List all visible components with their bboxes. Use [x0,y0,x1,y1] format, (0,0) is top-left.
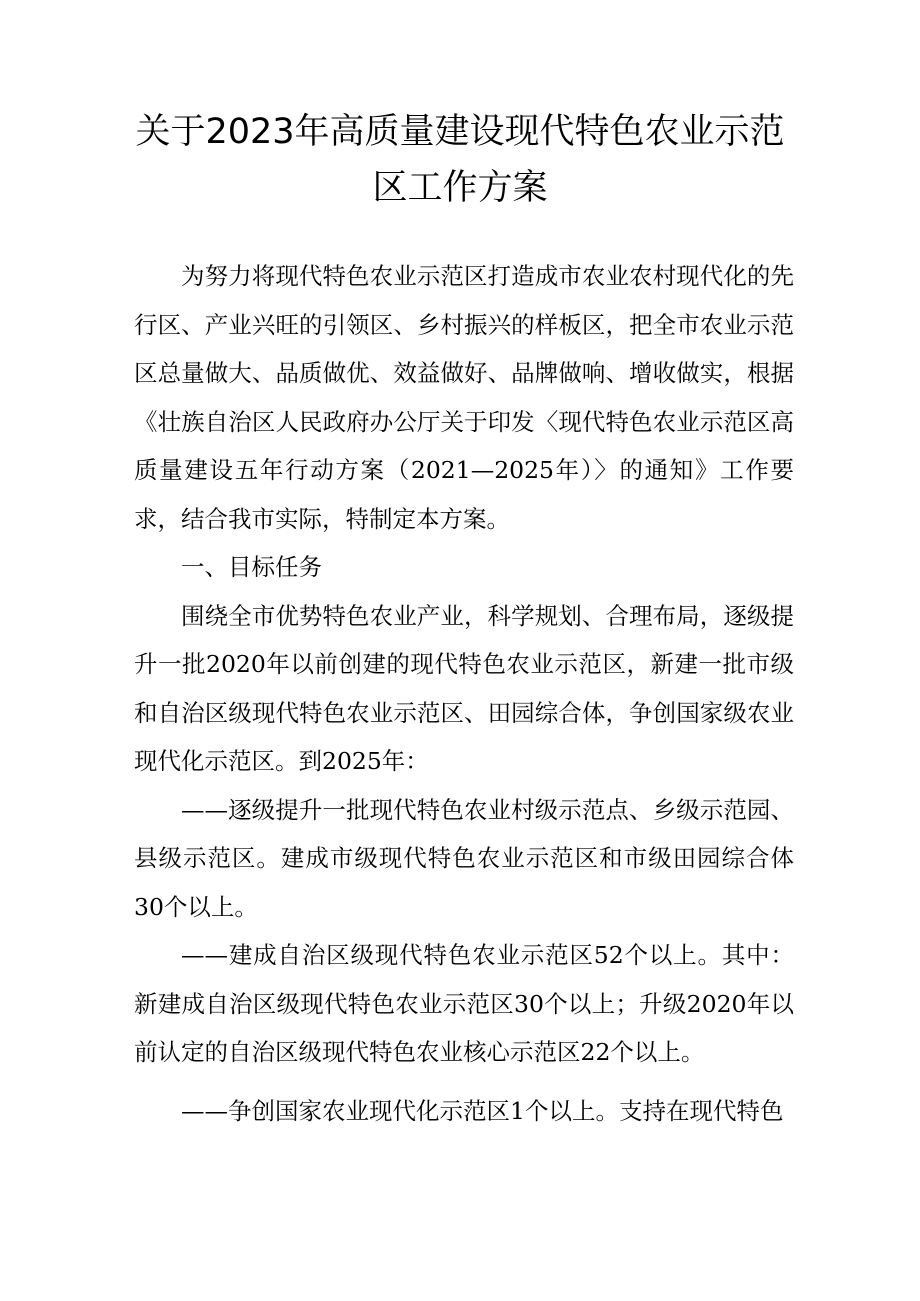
section-heading-goals: 一、目标任务 [181,553,322,581]
goal-item-region-level: ——建成自治区级现代特色农业示范区52个以上。其中：新建成自治区级现代特色农业示范区30个以上；升级2020年以前认定的自治区级现代特色农业核心示范区22个以上。 [134,941,794,1066]
document-title [120,104,800,216]
title-line-1: 关于2023年高质量建设现代特色农业示范 [135,112,785,152]
intro-paragraph: 为努力将现代特色农业示范区打造成市农业农村现代化的先行区、产业兴旺的引领区、乡村振兴的样板区，把全市农业示范区总量做大、品质做优、效益做好、品牌做响、增收做实，根据《壮族自治区人民政府办公厅关于印发〈现代特色农业示范区高质量建设五年行动方案（2021—2025年）〉的通知》工作要求，结合我市实际，特制定本方案。 [134,262,794,533]
document-body [134,252,794,1135]
goal-item-city-level: ——逐级提升一批现代特色农业村级示范点、乡级示范园、县级示范区。建成市级现代特色农业示范区和市级田园综合体30个以上。 [134,795,794,921]
goal-item-national-level: ——争创国家农业现代化示范区1个以上。支持在现代特色 [181,1096,784,1125]
title-line-2: 区工作方案 [372,168,548,208]
goals-paragraph: 围绕全市优势特色农业产业，科学规划、合理布局，逐级提升一批2020年以前创建的现代特色农业示范区，新建一批市级和自治区级现代特色农业示范区、田园综合体，争创国家级农业现代化示范区。到2025年： [134,601,794,775]
